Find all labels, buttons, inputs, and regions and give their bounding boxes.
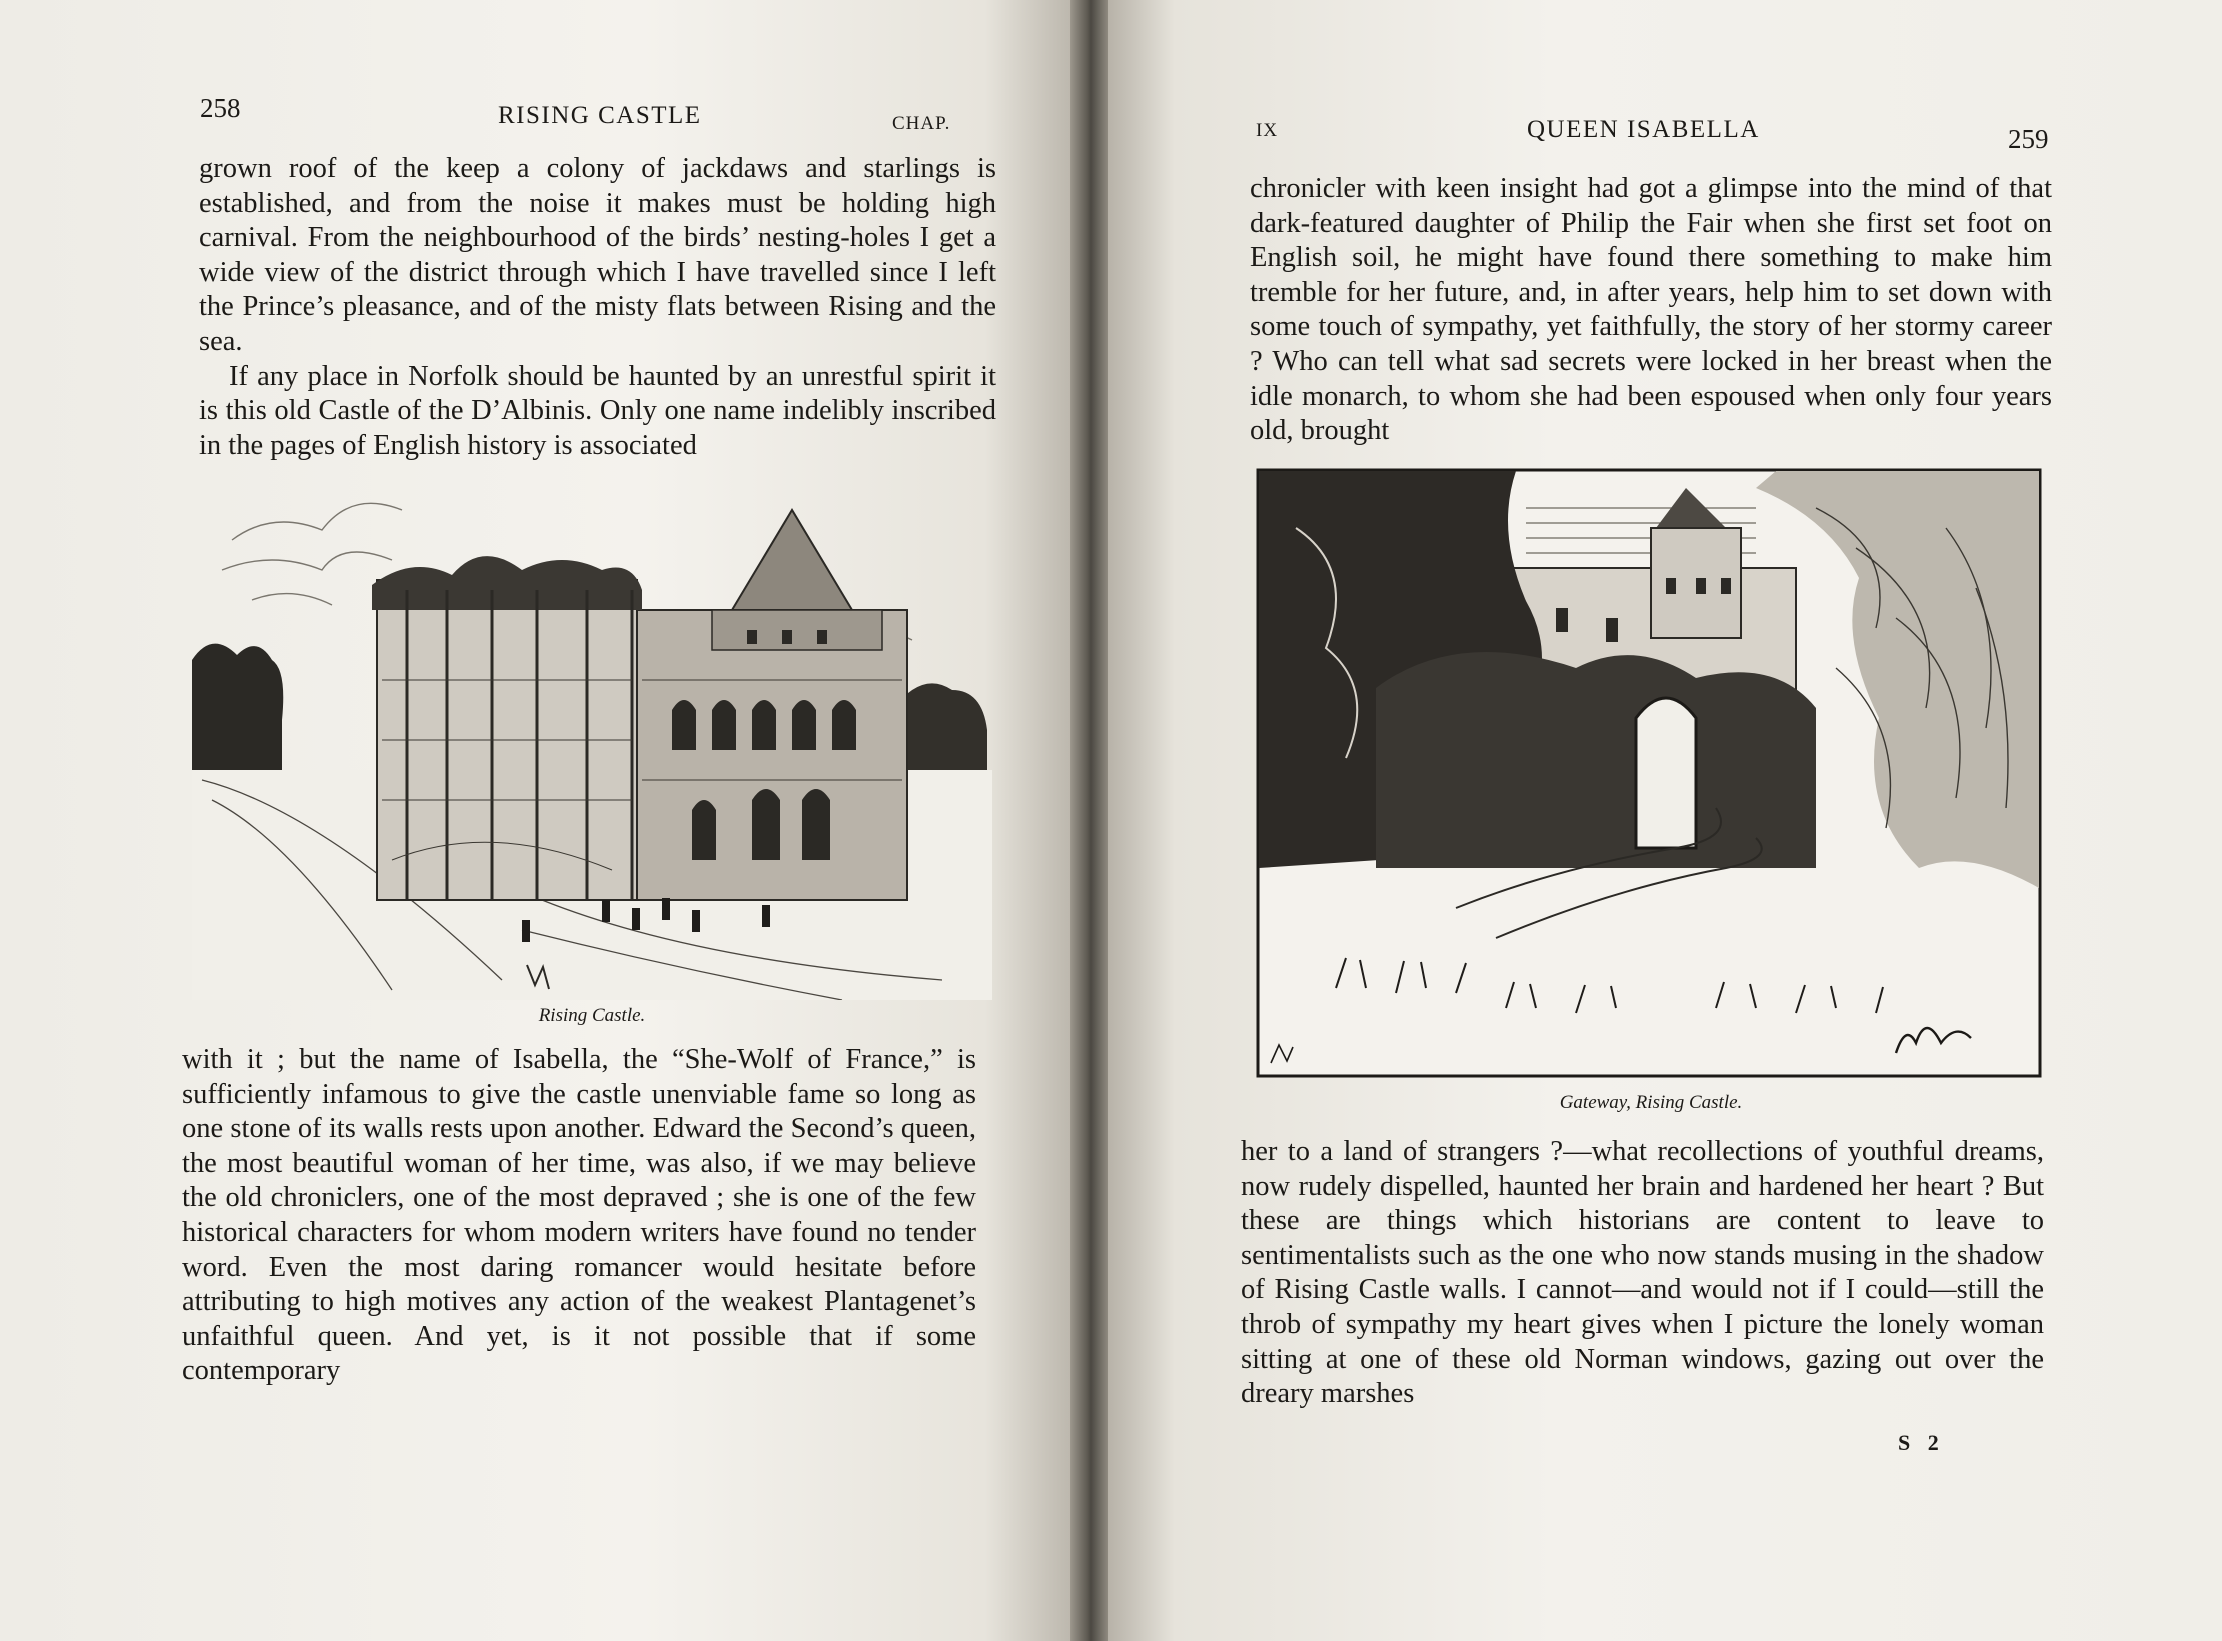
- right-text-bottom: [1241, 1135, 2044, 1412]
- right-paragraph-2: her to a land of strangers ?—what recollections of youthful dreams, now rudely dispelled, haunted her brain and hardened her heart ? But these are things which historians are content to leave to sentimentalists such as the one who now stands musing in the shadow of Rising Castle walls. I cannot—and would not if I could—still the throb of sympathy my heart gives when I picture the lonely woman sitting at one of these old Norman windows, gazing out over the dreary marshes: [1241, 1136, 2044, 1410]
- right-figure-caption: Gateway, Rising Castle.: [1559, 1092, 1743, 1113]
- rising-castle-engraving: [192, 480, 992, 1000]
- book-gutter: [1070, 0, 1108, 1641]
- left-paragraph-3: with it ; but the name of Isabella, the “She-Wolf of France,” is sufficiently infamous to give the castle unenviable fame so long as one stone of its walls rests upon another. Edward the Second’s queen, the most beautiful woman of her time, was also, if we may believe the old chroniclers, one of the most depraved ; she is one of the few historical characters for whom modern writers have found no tender word. Even the most daring romancer would hesitate before attributing to high motives any action of the weakest Plantagenet’s unfaithful queen. And yet, is it not possible that if some contemporary: [182, 1044, 976, 1387]
- right-running-head: QUEEN ISABELLA: [1527, 116, 1760, 143]
- left-paragraph-1: grown roof of the keep a colony of jackdaws and starlings is established, and from the noise it makes must be holding high carnival. From the neighbourhood of the birds’ nesting-holes I get a wide view of the district through which I have travelled since I left the Prince’s pleasance, and of the misty flats between Rising and the sea.: [199, 153, 996, 357]
- right-page: [1108, 0, 2222, 1641]
- left-text-bottom: [182, 1043, 976, 1389]
- left-text-top: [199, 152, 996, 463]
- left-running-head: RISING CASTLE: [498, 102, 702, 129]
- left-chapter-marker: CHAP.: [892, 113, 951, 134]
- left-figure-caption: Rising Castle.: [538, 1005, 646, 1026]
- right-page-number: 259: [2008, 124, 2049, 154]
- left-page-number: 258: [200, 93, 241, 123]
- right-text-top: [1250, 172, 2052, 449]
- right-chapter-marker: IX: [1256, 120, 1279, 141]
- gateway-rising-castle-engraving: [1256, 468, 2042, 1078]
- left-paragraph-2: If any place in Norfolk should be haunted by an unrestful spirit it is this old Castle of the D’Albinis. Only one name indelibly inscribed in the pages of English history is associated: [199, 360, 996, 461]
- signature-mark: S 2: [1898, 1430, 1945, 1455]
- left-page: [0, 0, 1070, 1641]
- right-paragraph-1: chronicler with keen insight had got a glimpse into the mind of that dark-featured daughter of Philip the Fair when she first set foot on English soil, he might have found there something to make him tremble for her future, and, in after years, help him to set down with some touch of sympathy, yet faithfully, the story of her stormy career ? Who can tell what sad secrets were locked in her breast when the idle monarch, to whom she had been espoused when only four years old, brought: [1250, 173, 2052, 447]
